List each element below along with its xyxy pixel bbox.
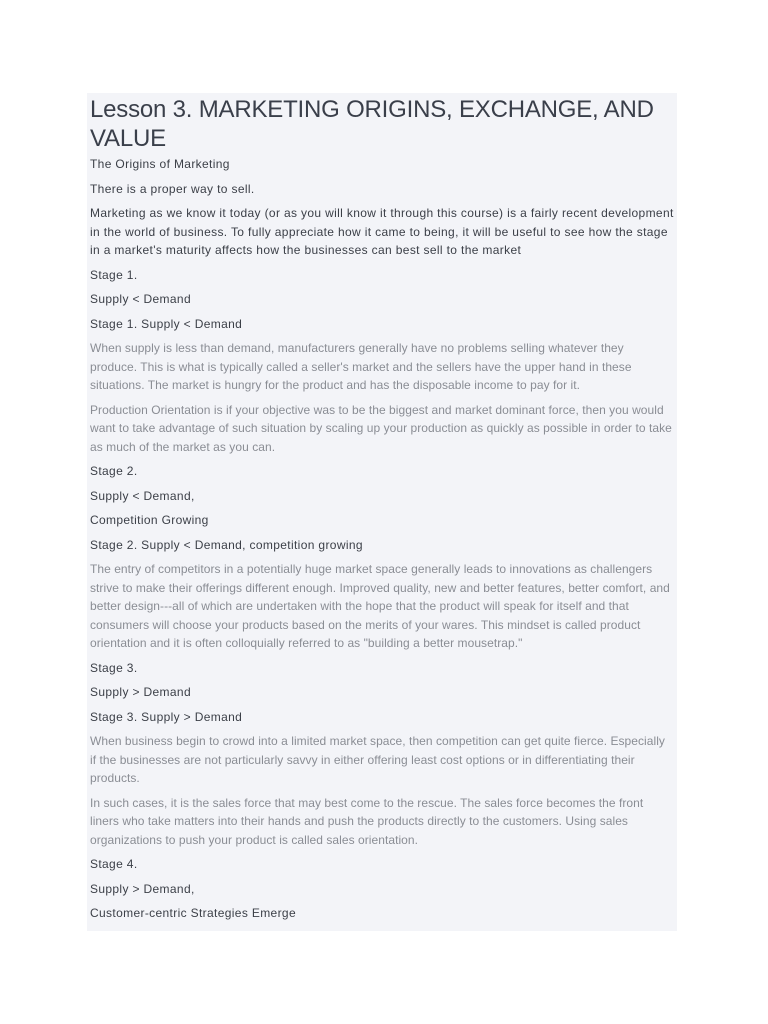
stage-2-label: Stage 2. (90, 464, 138, 478)
production-orientation-body: Production Orientation is if your objective was to be the biggest and market dominant force, then you would want to take advantage of such situation by scaling up your production as quickly as possible in order to take as much of the market as you can. (90, 402, 672, 454)
stage-4-subcondition: Customer-centric Strategies Emerge (90, 906, 296, 920)
stage-2-body: The entry of competitors in a potentially huge market space generally leads to innovations as challengers strive to make their offerings different enough. Improved quality, new and better features, better comfort, and better design---all of which are undertaken with the hope that the product will speak for itself and that consumers will choose your products based on the merits of your wares. This mindset is called product orientation and it is often colloquially referred to as "building a better mousetrap." (90, 562, 670, 650)
stage-2-caption: Stage 2. Supply < Demand, competition growing (90, 537, 363, 552)
stage-1-condition: Supply < Demand (90, 292, 191, 306)
stage-1-caption: Stage 1. Supply < Demand (90, 316, 243, 331)
intro-line: There is a proper way to sell. (90, 181, 255, 196)
stage-2-condition: Supply < Demand, (90, 488, 195, 503)
stage-1-label: Stage 1. (90, 267, 138, 282)
stage-4-label: Stage 4. (90, 857, 138, 871)
intro-paragraph: Marketing as we know it today (or as you will know it through this course) is a fairly recent development in the world of business. To fully appreciate how it came to being, it will be useful to see how the stage in a market's maturity affects how the businesses can best sell to the market (90, 206, 674, 257)
stage-1-body: When supply is less than demand, manufacturers generally have no problems selling whatever they produce. This is what is typically called a seller's market and the sellers have the upper hand in these situations. The market is hungry for the product and has the disposable income to pay for it. (90, 341, 632, 392)
stage-3-body: When business begin to crowd into a limited market space, then competition can get quite fierce. Especially if the businesses are not particularly savvy in either offering least cost options or in differentiating their products. (90, 734, 665, 785)
sales-orientation-body: In such cases, it is the sales force that may best come to the rescue. The sales force becomes the front liners who take matters into their hands and push the products directly to the customers. Using sales organizations to push your product is called sales orientation. (90, 795, 644, 847)
section-heading-origins: The Origins of Marketing (90, 157, 230, 171)
stage-3-caption: Stage 3. Supply > Demand (90, 709, 243, 724)
stage-2-subcondition: Competition Growing (90, 513, 209, 527)
document-page (87, 93, 677, 931)
document-content (87, 93, 677, 923)
stage-4-condition: Supply > Demand, (90, 881, 195, 896)
stage-3-condition: Supply > Demand (90, 685, 191, 699)
lesson-title: Lesson 3. MARKETING ORIGINS, EXCHANGE, AND VALUE (90, 96, 654, 152)
stage-3-label: Stage 3. (90, 660, 138, 675)
